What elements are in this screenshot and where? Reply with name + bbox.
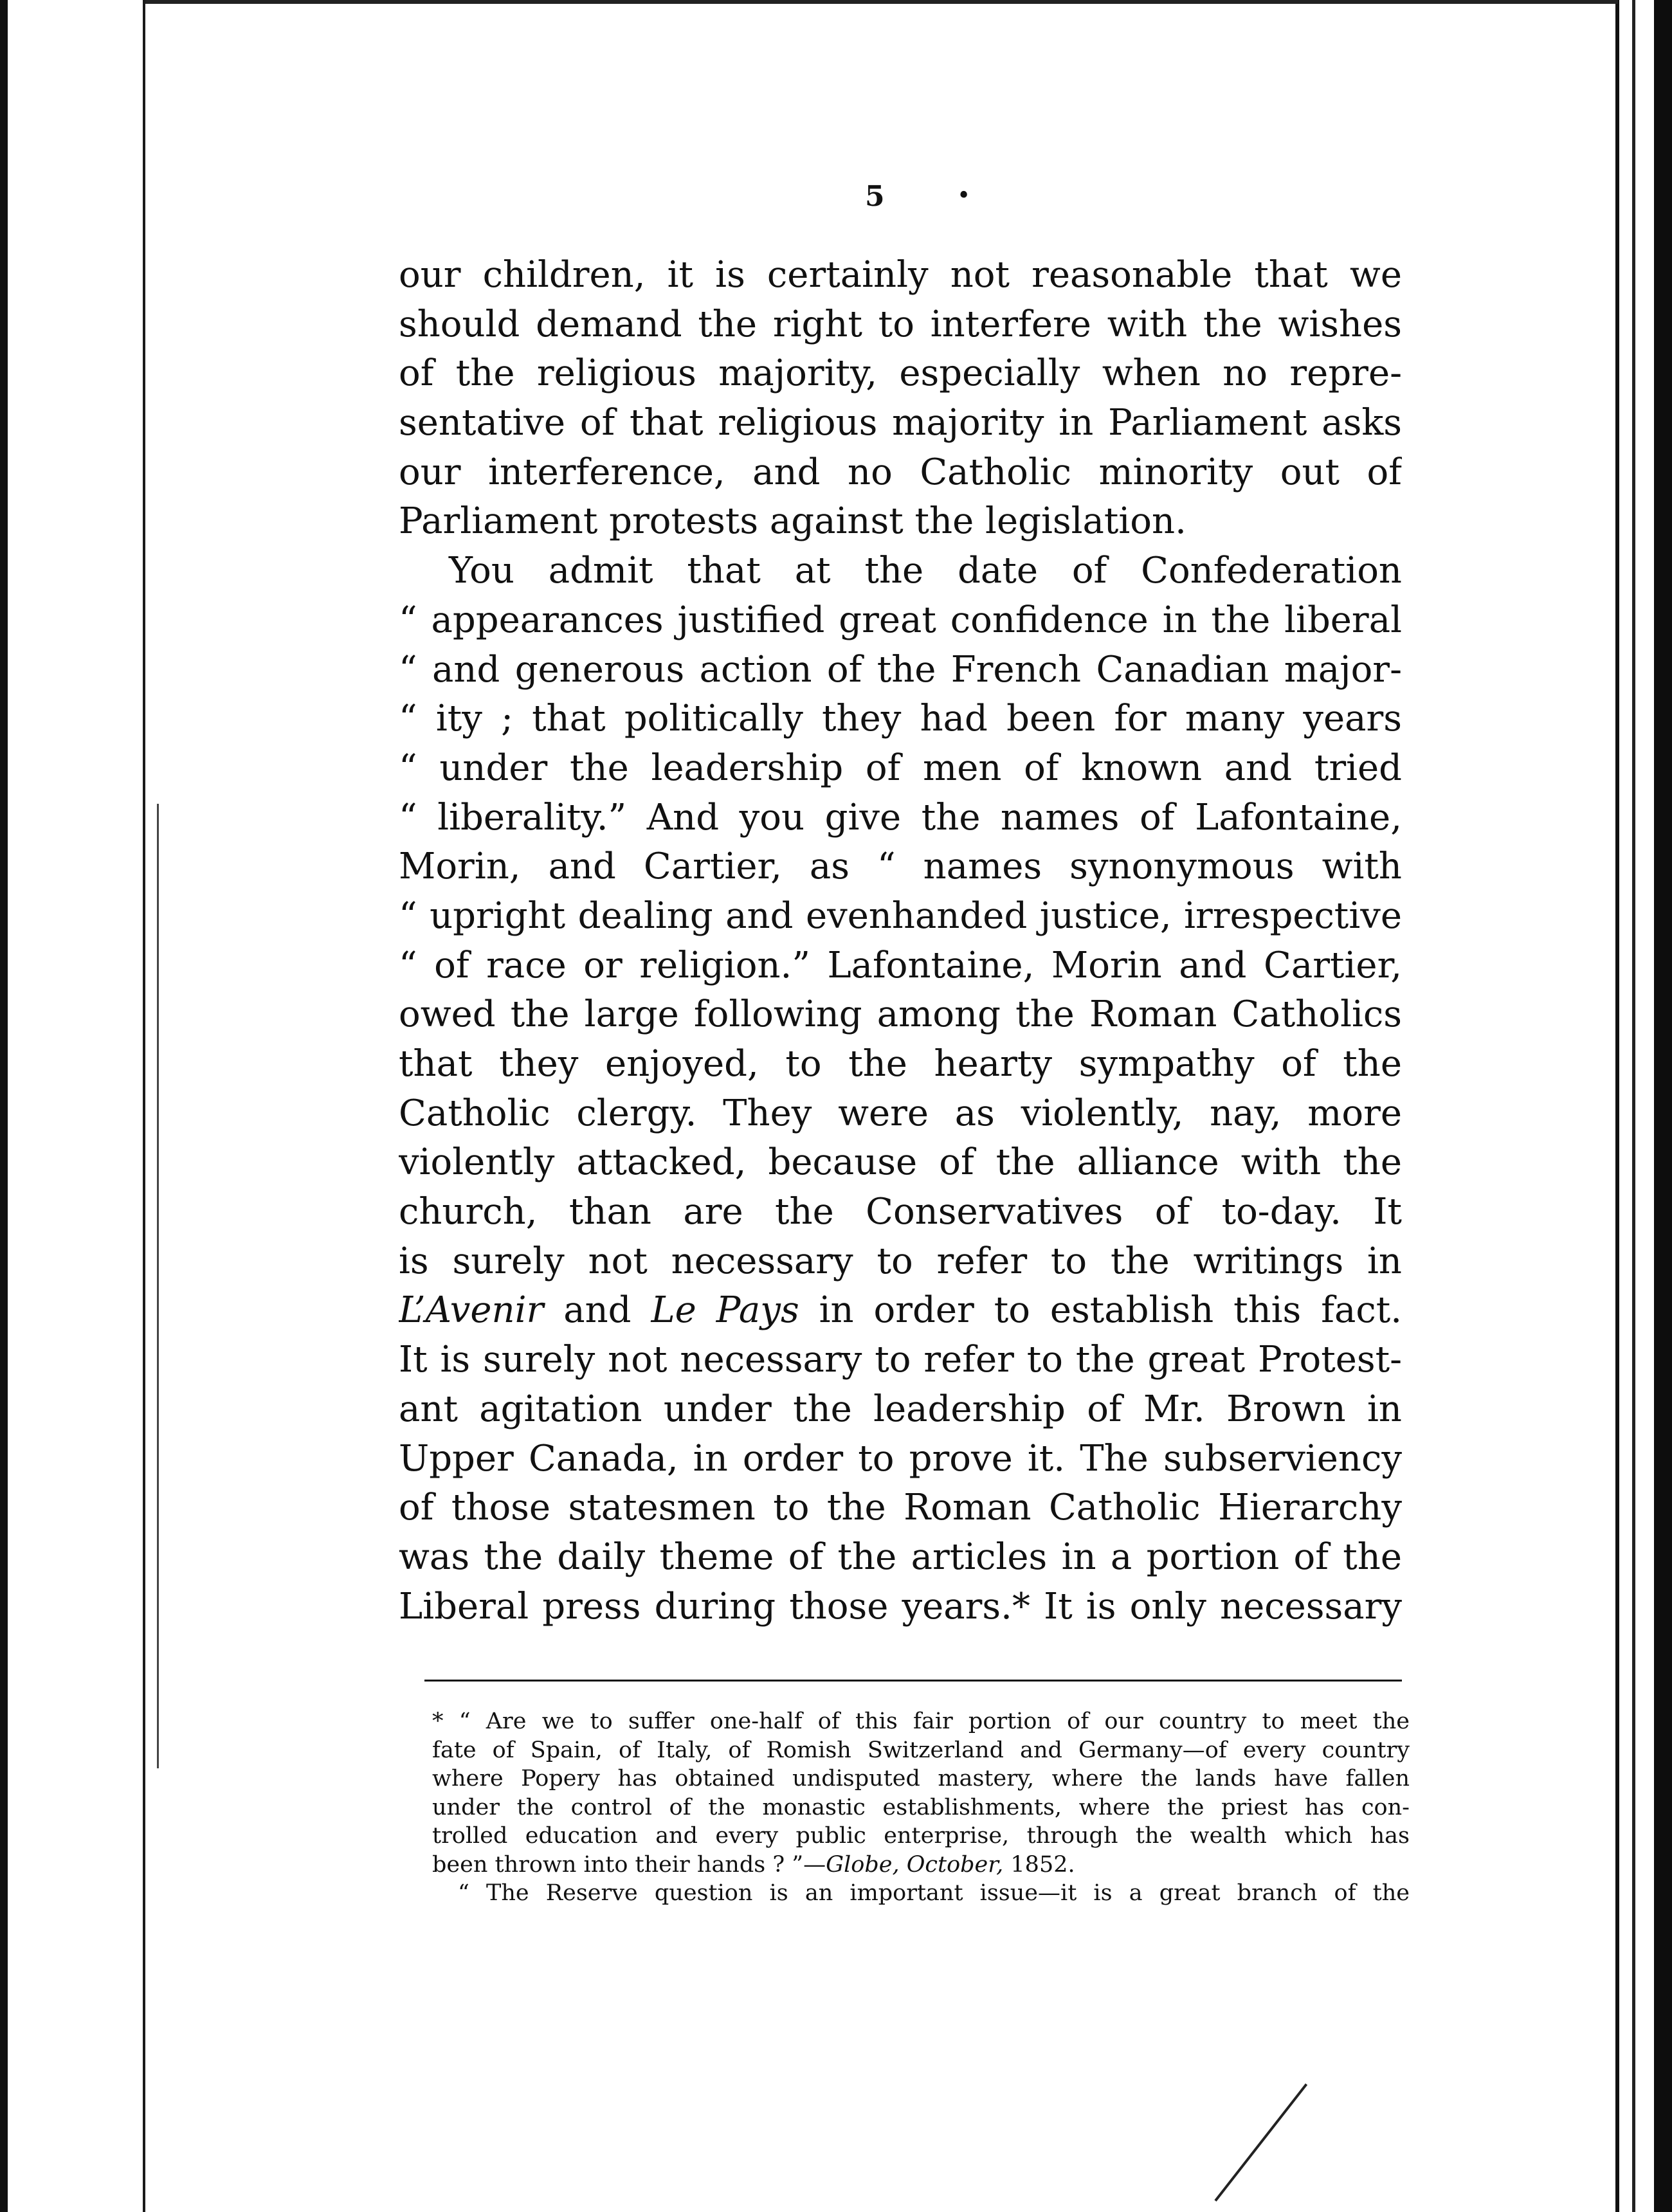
binding-shadow bbox=[157, 804, 159, 1768]
footnote-divider bbox=[424, 1680, 1402, 1682]
body-text bbox=[399, 251, 1402, 1631]
body-line: our children, it is certainly not reasonable that we bbox=[399, 254, 1402, 296]
body-line: that they enjoyed, to the hearty sympathy of the bbox=[399, 1043, 1402, 1085]
footnote-line: trolled education and every public enterprise, through the wealth which has bbox=[432, 1823, 1410, 1849]
page-mark: • bbox=[957, 183, 971, 209]
footnote-line: * “ Are we to suffer one-half of this fair portion of our country to meet the bbox=[432, 1709, 1410, 1734]
body-fragment: in order to establish this fact. bbox=[819, 1289, 1402, 1332]
body-line: “ upright dealing and evenhanded justice, irrespective bbox=[399, 894, 1402, 937]
body-line: is surely not necessary to refer to the writings in bbox=[399, 1240, 1402, 1282]
footnote-fragment: been thrown into their hands ? ”— bbox=[432, 1851, 826, 1878]
body-line: Liberal press during those years.* It is only necessary bbox=[399, 1585, 1402, 1627]
body-line: You admit that at the date of Confederation bbox=[449, 550, 1402, 592]
body-line: should demand the right to interfere with the wishes bbox=[399, 303, 1402, 345]
footnote-line: fate of Spain, of Italy, of Romish Switzerland and Germany—of every country bbox=[432, 1737, 1410, 1763]
body-line: “ appearances justified great confidence in the liberal bbox=[399, 599, 1402, 641]
footnote-line: under the control of the monastic establishments, where the priest has con- bbox=[432, 1794, 1410, 1820]
footnote-citation: Globe, October, bbox=[826, 1851, 1004, 1878]
body-line: “ ity ; that politically they had been for many years bbox=[399, 698, 1402, 740]
body-line: owed the large following among the Roman Catholics bbox=[399, 993, 1402, 1036]
scan-edge-top bbox=[145, 0, 1618, 4]
footnote-citation-line bbox=[432, 1851, 1410, 1880]
body-line: church, than are the Conservatives of to-day. It bbox=[399, 1191, 1402, 1233]
scan-edge-left bbox=[0, 0, 8, 2212]
page-corner-mark bbox=[1214, 2083, 1307, 2202]
body-line: violently attacked, because of the alliance with the bbox=[399, 1141, 1402, 1184]
italic-title: Le Pays bbox=[651, 1289, 799, 1332]
footnote-citation-year: 1852. bbox=[1003, 1851, 1075, 1878]
body-line: our interference, and no Catholic minority out of bbox=[399, 451, 1402, 493]
body-line: was the daily theme of the articles in a portion of the bbox=[399, 1536, 1402, 1578]
body-line: Parliament protests against the legislation. bbox=[399, 500, 1186, 543]
body-line: It is surely not necessary to refer to the great Protest- bbox=[399, 1339, 1402, 1381]
page-edge-right bbox=[1615, 0, 1619, 2212]
body-line: ant agitation under the leadership of Mr. Brown in bbox=[399, 1388, 1402, 1430]
body-line: “ liberality.” And you give the names of Lafontaine, bbox=[399, 796, 1402, 839]
body-line-with-titles bbox=[399, 1286, 1402, 1336]
body-line: “ under the leadership of men of known and tried bbox=[399, 747, 1402, 789]
page-number: 5 bbox=[865, 180, 885, 213]
page-edge-right-inner bbox=[1632, 0, 1635, 2212]
body-line: sentative of that religious majority in Parliament asks bbox=[399, 402, 1402, 444]
body-line: “ of race or religion.” Lafontaine, Morin and Cartier, bbox=[399, 944, 1402, 986]
footnote-line: where Popery has obtained undisputed mastery, where the lands have fallen bbox=[432, 1766, 1410, 1791]
footnote-line: “ The Reserve question is an important issue—it is a great branch of the bbox=[458, 1880, 1410, 1906]
body-line: Upper Canada, in order to prove it. The subserviency bbox=[399, 1437, 1402, 1480]
body-line: of those statesmen to the Roman Catholic Hierarchy bbox=[399, 1487, 1402, 1529]
body-line: Catholic clergy. They were as violently, nay, more bbox=[399, 1092, 1402, 1134]
body-line: of the religious majority, especially when no repre- bbox=[399, 352, 1402, 395]
body-fragment: and bbox=[563, 1289, 632, 1332]
binding-line bbox=[143, 0, 145, 2212]
scan-edge-right bbox=[1654, 0, 1672, 2212]
body-line: “ and generous action of the French Canadian major- bbox=[399, 648, 1402, 691]
footnotes bbox=[432, 1707, 1410, 1908]
body-line: Morin, and Cartier, as “ names synonymous with bbox=[399, 846, 1402, 888]
italic-title: L’Avenir bbox=[399, 1289, 544, 1332]
